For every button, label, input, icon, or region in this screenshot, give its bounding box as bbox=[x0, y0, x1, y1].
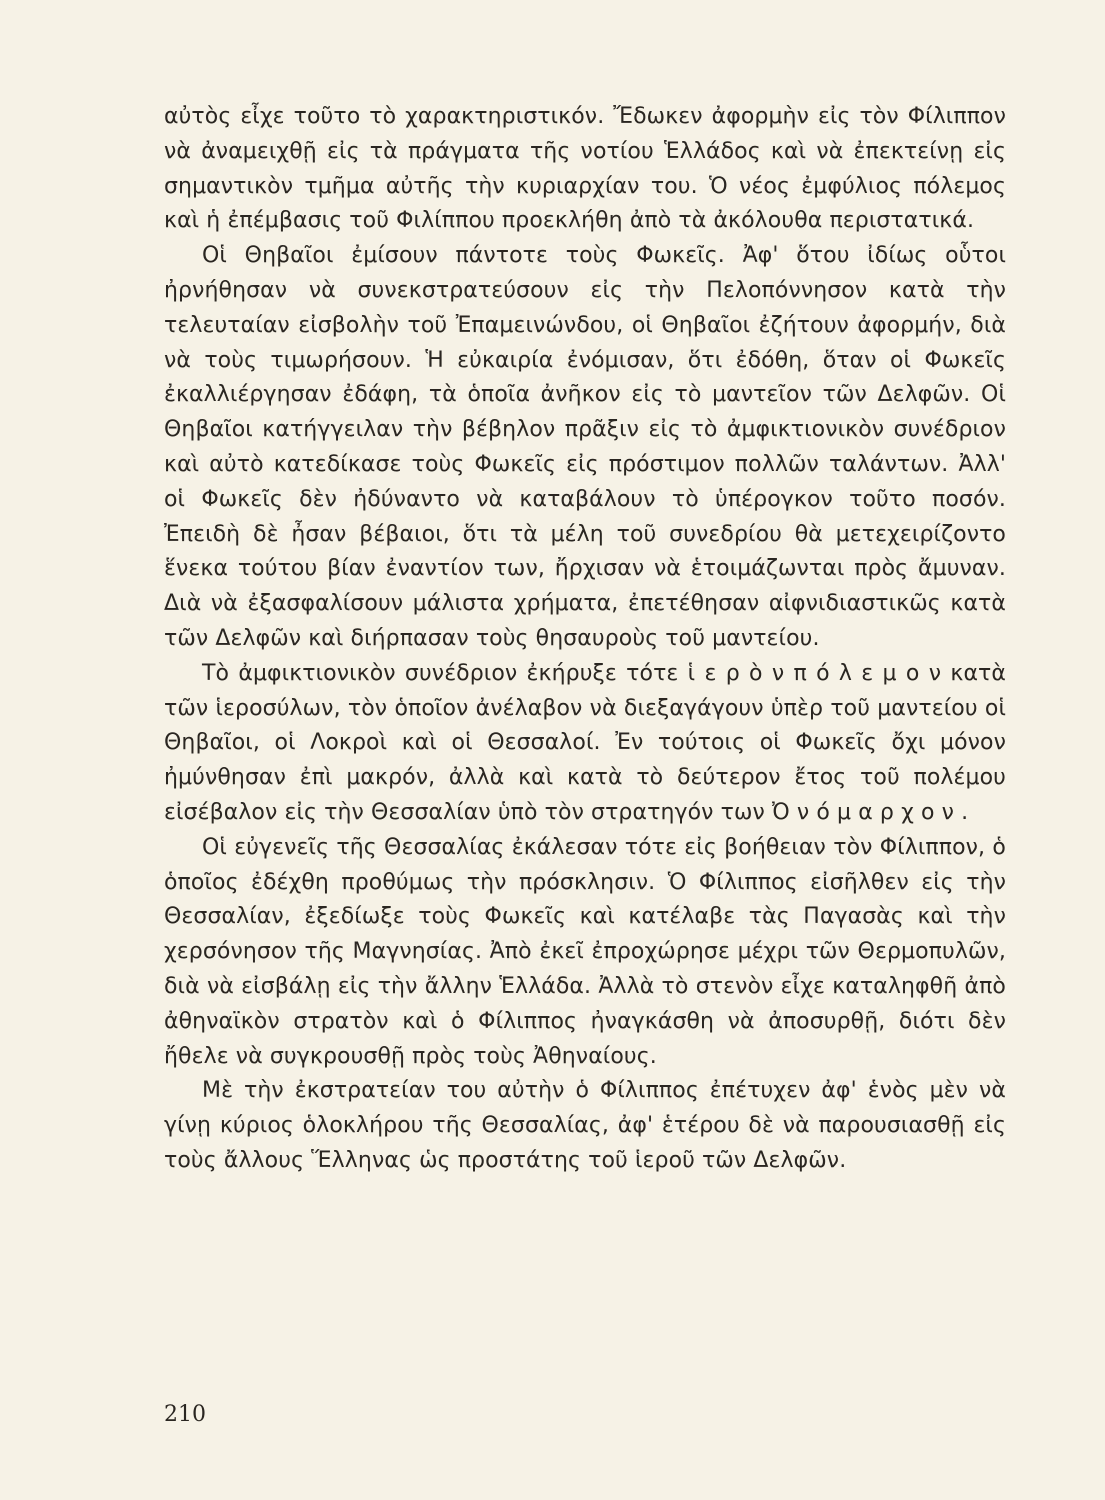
page-number: 210 bbox=[164, 1402, 206, 1427]
paragraph-1: αὐτὸς εἶχε τοῦτο τὸ χαρακτηριστικόν. Ἔδωκεν ἀφορμὴν εἰς τὸν Φίλιππον νὰ ἀναμειχθῇ εἰς τὰ πράγματα τῆς νοτίου Ἑλλάδος καὶ νὰ ἐπεκτείνῃ εἰς σημαντικὸν τμῆμα αὐτῆς τὴν κυριαρχίαν του. Ὁ νέος ἐμφύλιος πόλεμος καὶ ἡ ἐπέμβασις τοῦ Φιλίππου προεκλήθη ἀπὸ τὰ ἀκόλουθα περιστατικά. bbox=[164, 104, 1006, 234]
paragraph-5: Μὲ τὴν ἐκστρατείαν του αὐτὴν ὁ Φίλιππος ἐπέτυχεν ἀφ' ἑνὸς μὲν νὰ γίνῃ κύριος ὁλοκλήρου τῆς Θεσσαλίας, ἀφ' ἑτέρου δὲ νὰ παρουσιασθῇ εἰς τοὺς ἄλλους Ἕλληνας ὡς προστάτης τοῦ ἱεροῦ τῶν Δελφῶν. bbox=[164, 1078, 1006, 1173]
body-text bbox=[164, 100, 1006, 1179]
paragraph-2: Οἱ Θηβαῖοι ἐμίσουν πάντοτε τοὺς Φωκεῖς. Ἀφ' ὅτου ἰδίως οὗτοι ἠρνήθησαν νὰ συνεκστρατεύσουν εἰς τὴν Πελοπόννησον κατὰ τὴν τελευταίαν εἰσβολὴν τοῦ Ἐπαμεινώνδου, οἱ Θηβαῖοι ἐζήτουν ἀφορμήν, διὰ νὰ τοὺς τιμωρήσουν. Ἡ εὐκαιρία ἐνόμισαν, ὅτι ἐδόθη, ὅταν οἱ Φωκεῖς ἐκαλλιέργησαν ἐδάφη, τὰ ὁποῖα ἀνῆκον εἰς τὸ μαντεῖον τῶν Δελφῶν. Οἱ Θηβαῖοι κατήγγειλαν τὴν βέβηλον πρᾶξιν εἰς τὸ ἀμφικτιονικὸν συνέδριον καὶ αὐτὸ κατεδίκασε τοὺς Φωκεῖς εἰς πρόστιμον πολλῶν ταλάντων. Ἀλλ' οἱ Φωκεῖς δὲν ἠδύναντο νὰ καταβάλουν τὸ ὑπέρογκον τοῦτο ποσόν. Ἐπειδὴ δὲ ἦσαν βέβαιοι, ὅτι τὰ μέλη τοῦ συνεδρίου θὰ μετεχειρίζοντο ἕνεκα τούτου βίαν ἐναντίον των, ἤρχισαν νὰ ἑτοιμάζωνται πρὸς ἄμυναν. Διὰ νὰ ἐξασφαλίσουν μάλιστα χρήματα, ἐπετέθησαν αἰφνιδιαστικῶς κατὰ τῶν Δελφῶν καὶ διήρπασαν τοὺς θησαυροὺς τοῦ μαντείου. bbox=[164, 243, 1006, 651]
paragraph-3: Τὸ ἀμφικτιονικὸν συνέδριον ἐκήρυξε τότε ἱ ε ρ ὸ ν π ό λ ε μ ο ν κατὰ τῶν ἱεροσύλων, τὸν ὁποῖον ἀνέλαβον νὰ διεξαγάγουν ὑπὲρ τοῦ μαντείου οἱ Θηβαῖοι, οἱ Λοκροὶ καὶ οἱ Θεσσαλοί. Ἐν τούτοις οἱ Φωκεῖς ὄχι μόνον ἠμύνθησαν ἐπὶ μακρόν, ἀλλὰ καὶ κατὰ τὸ δεύτερον ἔτος τοῦ πολέμου εἰσέβαλον εἰς τὴν Θεσσαλίαν ὑπὸ τὸν στρατηγόν των Ὀ ν ό μ α ρ χ ο ν . bbox=[164, 660, 1006, 825]
paragraph-4: Οἱ εὐγενεῖς τῆς Θεσσαλίας ἐκάλεσαν τότε εἰς βοήθειαν τὸν Φίλιππον, ὁ ὁποῖος ἐδέχθη προθύμως τὴν πρόσκλησιν. Ὁ Φίλιππος εἰσῆλθεν εἰς τὴν Θεσσαλίαν, ἐξεδίωξε τοὺς Φωκεῖς καὶ κατέλαβε τὰς Παγασὰς καὶ τὴν χερσόνησον τῆς Μαγνησίας. Ἀπὸ ἐκεῖ ἐπροχώρησε μέχρι τῶν Θερμοπυλῶν, διὰ νὰ εἰσβάλῃ εἰς τὴν ἄλλην Ἑλλάδα. Ἀλλὰ τὸ στενὸν εἶχε καταληφθῆ ἀπὸ ἀθηναϊκὸν στρατὸν καὶ ὁ Φίλιππος ἠναγκάσθη νὰ ἀποσυρθῇ, διότι δὲν ἤθελε νὰ συγκρουσθῇ πρὸς τοὺς Ἀθηναίους. bbox=[164, 834, 1006, 1069]
